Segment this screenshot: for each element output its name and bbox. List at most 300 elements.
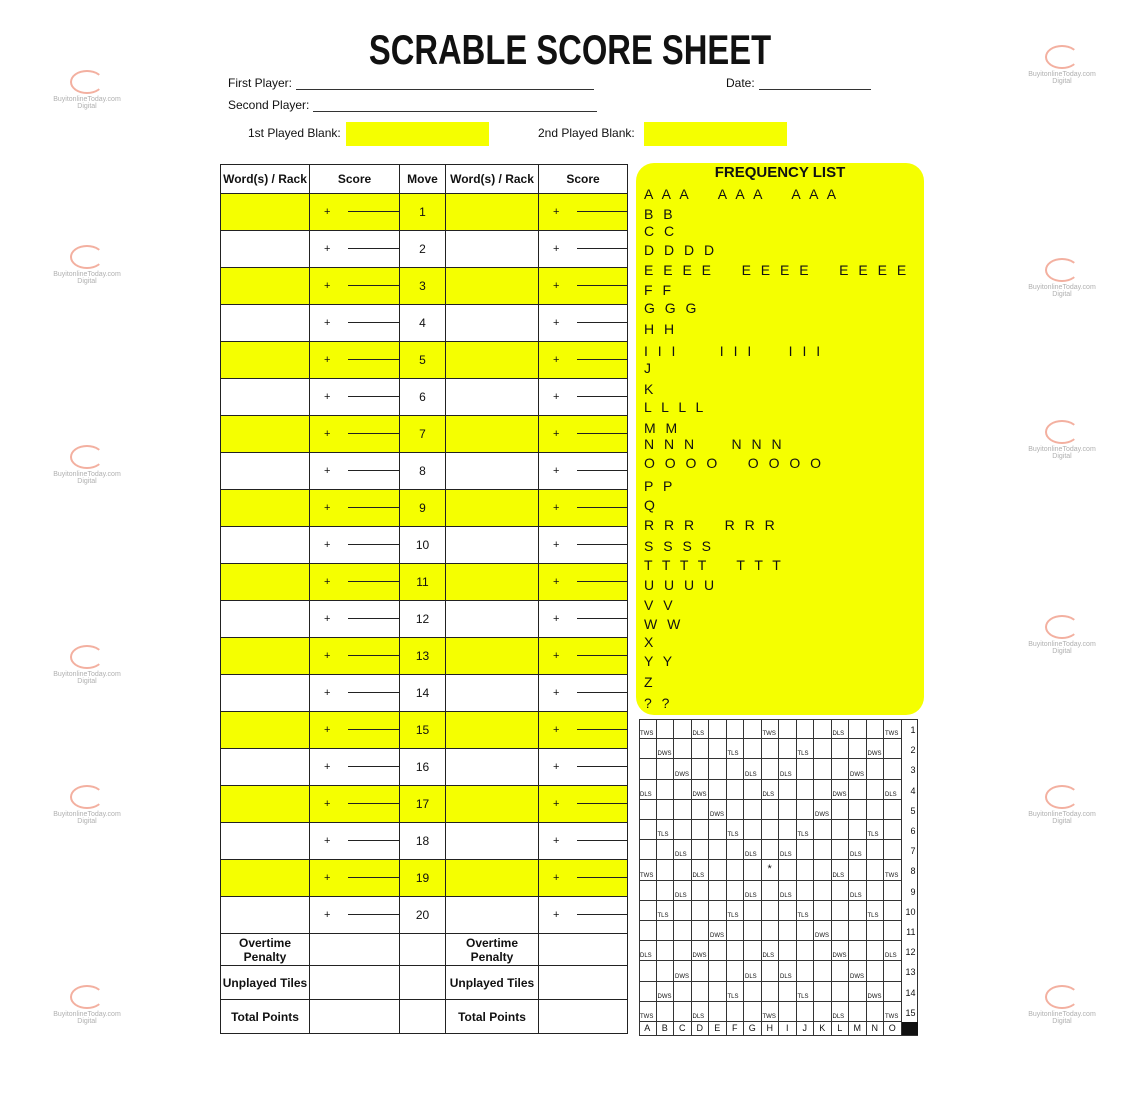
score-cell-1[interactable] bbox=[310, 638, 400, 675]
board-cell[interactable] bbox=[762, 921, 780, 941]
board-cell[interactable] bbox=[709, 881, 727, 901]
board-cell[interactable] bbox=[832, 739, 850, 759]
board-cell[interactable] bbox=[744, 881, 762, 901]
board-cell[interactable] bbox=[744, 719, 762, 739]
board-cell[interactable] bbox=[762, 739, 780, 759]
board-cell[interactable] bbox=[744, 739, 762, 759]
board-cell[interactable] bbox=[657, 739, 675, 759]
board-cell[interactable] bbox=[657, 759, 675, 779]
board-cell[interactable] bbox=[797, 759, 815, 779]
word-rack-cell-2[interactable] bbox=[446, 601, 539, 638]
board-cell[interactable] bbox=[674, 982, 692, 1002]
board-cell[interactable] bbox=[657, 820, 675, 840]
board-cell[interactable] bbox=[692, 860, 710, 880]
board-cell[interactable] bbox=[867, 860, 885, 880]
board-cell[interactable] bbox=[867, 780, 885, 800]
board-cell[interactable] bbox=[797, 982, 815, 1002]
board-cell[interactable] bbox=[674, 961, 692, 981]
board-cell[interactable] bbox=[779, 881, 797, 901]
score-cell-1[interactable] bbox=[310, 231, 400, 268]
board-cell[interactable] bbox=[657, 1002, 675, 1022]
board-cell[interactable] bbox=[849, 860, 867, 880]
board-cell[interactable] bbox=[657, 800, 675, 820]
score-cell-1[interactable] bbox=[310, 194, 400, 231]
board-cell[interactable] bbox=[814, 739, 832, 759]
board-cell[interactable] bbox=[762, 1002, 780, 1022]
board-cell[interactable] bbox=[657, 941, 675, 961]
word-rack-cell-2[interactable] bbox=[446, 379, 539, 416]
board-cell[interactable] bbox=[639, 982, 657, 1002]
board-cell[interactable] bbox=[779, 1002, 797, 1022]
board-cell[interactable] bbox=[779, 901, 797, 921]
score-cell-1[interactable] bbox=[310, 897, 400, 934]
board-cell[interactable] bbox=[832, 881, 850, 901]
score-cell-2[interactable] bbox=[539, 453, 628, 490]
board-cell[interactable] bbox=[849, 759, 867, 779]
word-rack-cell-2[interactable] bbox=[446, 638, 539, 675]
score-cell-1[interactable] bbox=[310, 490, 400, 527]
board-cell[interactable] bbox=[639, 921, 657, 941]
date-line[interactable] bbox=[759, 77, 871, 90]
board-cell[interactable] bbox=[744, 820, 762, 840]
board-cell[interactable] bbox=[709, 921, 727, 941]
score-cell-2[interactable] bbox=[539, 342, 628, 379]
board-cell[interactable] bbox=[639, 780, 657, 800]
score-cell-1[interactable] bbox=[310, 527, 400, 564]
score-cell-2[interactable] bbox=[539, 564, 628, 601]
word-rack-cell-2[interactable] bbox=[446, 342, 539, 379]
word-rack-cell-2[interactable] bbox=[446, 786, 539, 823]
board-cell[interactable] bbox=[639, 759, 657, 779]
score-cell-1[interactable] bbox=[310, 749, 400, 786]
score-cell-1[interactable] bbox=[310, 564, 400, 601]
board-cell[interactable] bbox=[779, 840, 797, 860]
board-cell[interactable] bbox=[639, 860, 657, 880]
board-cell[interactable] bbox=[674, 921, 692, 941]
board-cell[interactable] bbox=[779, 719, 797, 739]
board-cell[interactable] bbox=[762, 961, 780, 981]
score-cell-2[interactable] bbox=[539, 527, 628, 564]
score-cell-1[interactable] bbox=[310, 675, 400, 712]
word-rack-cell-1[interactable] bbox=[221, 712, 310, 749]
board-cell[interactable] bbox=[744, 1002, 762, 1022]
board-cell[interactable] bbox=[867, 719, 885, 739]
board-cell[interactable] bbox=[709, 759, 727, 779]
overtime-cell-1[interactable] bbox=[310, 934, 400, 966]
board-cell[interactable] bbox=[709, 820, 727, 840]
board-cell[interactable] bbox=[727, 739, 745, 759]
board-cell[interactable] bbox=[692, 780, 710, 800]
score-cell-1[interactable] bbox=[310, 453, 400, 490]
board-cell[interactable] bbox=[692, 840, 710, 860]
board-cell[interactable] bbox=[867, 881, 885, 901]
board-cell[interactable] bbox=[832, 1002, 850, 1022]
board-cell[interactable] bbox=[762, 840, 780, 860]
board-cell[interactable] bbox=[744, 982, 762, 1002]
board-cell[interactable] bbox=[744, 961, 762, 981]
word-rack-cell-1[interactable] bbox=[221, 601, 310, 638]
word-rack-cell-1[interactable] bbox=[221, 305, 310, 342]
score-cell-2[interactable] bbox=[539, 897, 628, 934]
board-cell[interactable] bbox=[744, 901, 762, 921]
board-cell[interactable] bbox=[692, 901, 710, 921]
board-cell[interactable] bbox=[639, 881, 657, 901]
total-cell-2[interactable] bbox=[539, 1000, 628, 1034]
board-cell[interactable] bbox=[849, 780, 867, 800]
board-cell[interactable] bbox=[779, 860, 797, 880]
board-cell[interactable] bbox=[884, 1002, 902, 1022]
board-cell[interactable] bbox=[709, 961, 727, 981]
board-cell[interactable] bbox=[692, 739, 710, 759]
score-cell-1[interactable] bbox=[310, 379, 400, 416]
board-cell[interactable] bbox=[832, 901, 850, 921]
board-cell[interactable] bbox=[709, 1002, 727, 1022]
board-cell[interactable] bbox=[639, 800, 657, 820]
board-cell[interactable] bbox=[727, 1002, 745, 1022]
board-cell[interactable] bbox=[744, 860, 762, 880]
board-cell[interactable] bbox=[849, 739, 867, 759]
board-cell[interactable] bbox=[884, 820, 902, 840]
score-cell-2[interactable] bbox=[539, 194, 628, 231]
word-rack-cell-2[interactable] bbox=[446, 194, 539, 231]
board-cell[interactable] bbox=[639, 820, 657, 840]
first-player-line[interactable] bbox=[296, 77, 594, 90]
word-rack-cell-1[interactable] bbox=[221, 564, 310, 601]
board-cell[interactable] bbox=[639, 961, 657, 981]
board-cell[interactable] bbox=[832, 860, 850, 880]
board-cell[interactable] bbox=[657, 719, 675, 739]
word-rack-cell-2[interactable] bbox=[446, 564, 539, 601]
board-cell[interactable] bbox=[832, 820, 850, 840]
board-cell[interactable] bbox=[814, 941, 832, 961]
board-cell[interactable] bbox=[884, 881, 902, 901]
board-cell[interactable] bbox=[657, 982, 675, 1002]
score-cell-1[interactable] bbox=[310, 342, 400, 379]
board-cell[interactable] bbox=[797, 820, 815, 840]
board-cell[interactable] bbox=[692, 921, 710, 941]
score-cell-1[interactable] bbox=[310, 305, 400, 342]
board-cell[interactable] bbox=[692, 941, 710, 961]
word-rack-cell-2[interactable] bbox=[446, 231, 539, 268]
board-cell[interactable] bbox=[884, 941, 902, 961]
board-cell[interactable] bbox=[884, 901, 902, 921]
board-cell[interactable] bbox=[674, 901, 692, 921]
board-cell[interactable] bbox=[674, 860, 692, 880]
board-cell[interactable] bbox=[657, 860, 675, 880]
board-cell[interactable] bbox=[657, 961, 675, 981]
board-cell[interactable] bbox=[639, 840, 657, 860]
board-cell[interactable] bbox=[849, 881, 867, 901]
board-cell[interactable] bbox=[779, 961, 797, 981]
score-cell-1[interactable] bbox=[310, 823, 400, 860]
board-cell[interactable] bbox=[849, 901, 867, 921]
word-rack-cell-2[interactable] bbox=[446, 860, 539, 897]
word-rack-cell-1[interactable] bbox=[221, 490, 310, 527]
board-cell[interactable] bbox=[867, 921, 885, 941]
board-cell[interactable] bbox=[762, 759, 780, 779]
board-cell[interactable] bbox=[762, 901, 780, 921]
word-rack-cell-1[interactable] bbox=[221, 860, 310, 897]
score-cell-1[interactable] bbox=[310, 860, 400, 897]
board-cell[interactable] bbox=[779, 921, 797, 941]
board-cell[interactable] bbox=[639, 719, 657, 739]
board-cell[interactable] bbox=[779, 820, 797, 840]
score-cell-2[interactable] bbox=[539, 268, 628, 305]
board-cell[interactable] bbox=[762, 719, 780, 739]
word-rack-cell-1[interactable] bbox=[221, 786, 310, 823]
board-cell[interactable] bbox=[709, 982, 727, 1002]
board-cell[interactable] bbox=[867, 901, 885, 921]
board-cell[interactable] bbox=[744, 941, 762, 961]
board-cell[interactable] bbox=[849, 941, 867, 961]
board-cell[interactable] bbox=[727, 780, 745, 800]
board-cell[interactable] bbox=[814, 719, 832, 739]
word-rack-cell-2[interactable] bbox=[446, 453, 539, 490]
board-cell[interactable] bbox=[762, 780, 780, 800]
word-rack-cell-2[interactable] bbox=[446, 749, 539, 786]
board-cell[interactable] bbox=[814, 901, 832, 921]
board-cell[interactable] bbox=[674, 881, 692, 901]
board-cell[interactable] bbox=[849, 982, 867, 1002]
board-cell[interactable] bbox=[797, 921, 815, 941]
board-cell[interactable] bbox=[639, 1002, 657, 1022]
word-rack-cell-1[interactable] bbox=[221, 416, 310, 453]
board-cell[interactable] bbox=[797, 719, 815, 739]
word-rack-cell-1[interactable] bbox=[221, 342, 310, 379]
board-cell[interactable] bbox=[709, 860, 727, 880]
board-cell[interactable] bbox=[709, 901, 727, 921]
second-player-line[interactable] bbox=[313, 99, 597, 112]
board-cell[interactable] bbox=[779, 780, 797, 800]
board-cell[interactable] bbox=[814, 881, 832, 901]
board-cell[interactable] bbox=[849, 840, 867, 860]
board-cell[interactable] bbox=[797, 881, 815, 901]
board-cell[interactable] bbox=[657, 780, 675, 800]
score-cell-2[interactable] bbox=[539, 860, 628, 897]
board-cell[interactable] bbox=[832, 800, 850, 820]
board-cell[interactable] bbox=[692, 982, 710, 1002]
board-cell[interactable] bbox=[674, 739, 692, 759]
word-rack-cell-1[interactable] bbox=[221, 194, 310, 231]
score-cell-1[interactable] bbox=[310, 712, 400, 749]
board-cell[interactable] bbox=[832, 759, 850, 779]
board-cell[interactable] bbox=[797, 961, 815, 981]
board-cell[interactable] bbox=[727, 881, 745, 901]
board-cell[interactable] bbox=[727, 921, 745, 941]
board-cell[interactable] bbox=[674, 800, 692, 820]
board-cell[interactable] bbox=[674, 820, 692, 840]
board-cell[interactable] bbox=[849, 820, 867, 840]
word-rack-cell-1[interactable] bbox=[221, 453, 310, 490]
board-cell[interactable] bbox=[867, 941, 885, 961]
board-cell[interactable] bbox=[727, 820, 745, 840]
board-cell[interactable] bbox=[797, 800, 815, 820]
board-cell[interactable] bbox=[884, 860, 902, 880]
board-cell[interactable] bbox=[832, 840, 850, 860]
board-cell[interactable] bbox=[657, 840, 675, 860]
word-rack-cell-2[interactable] bbox=[446, 268, 539, 305]
word-rack-cell-2[interactable] bbox=[446, 527, 539, 564]
word-rack-cell-1[interactable] bbox=[221, 379, 310, 416]
board-cell[interactable] bbox=[639, 941, 657, 961]
score-cell-2[interactable] bbox=[539, 638, 628, 675]
board-cell[interactable] bbox=[849, 961, 867, 981]
board-cell[interactable] bbox=[814, 961, 832, 981]
board-cell[interactable] bbox=[884, 840, 902, 860]
word-rack-cell-1[interactable] bbox=[221, 527, 310, 564]
board-cell[interactable] bbox=[727, 860, 745, 880]
board-cell[interactable] bbox=[674, 840, 692, 860]
board-cell[interactable] bbox=[709, 780, 727, 800]
board-cell[interactable] bbox=[692, 1002, 710, 1022]
board-cell[interactable] bbox=[867, 961, 885, 981]
board-cell[interactable] bbox=[832, 941, 850, 961]
board-cell[interactable] bbox=[884, 800, 902, 820]
board-cell[interactable] bbox=[867, 982, 885, 1002]
board-cell[interactable] bbox=[867, 800, 885, 820]
board-cell[interactable] bbox=[657, 921, 675, 941]
score-cell-2[interactable] bbox=[539, 675, 628, 712]
score-cell-2[interactable] bbox=[539, 416, 628, 453]
overtime-cell-2[interactable] bbox=[539, 934, 628, 966]
board-cell[interactable] bbox=[814, 982, 832, 1002]
board-cell[interactable] bbox=[762, 982, 780, 1002]
score-cell-2[interactable] bbox=[539, 231, 628, 268]
board-cell[interactable] bbox=[814, 780, 832, 800]
board-cell[interactable] bbox=[849, 800, 867, 820]
word-rack-cell-1[interactable] bbox=[221, 675, 310, 712]
board-cell[interactable] bbox=[674, 780, 692, 800]
word-rack-cell-2[interactable] bbox=[446, 712, 539, 749]
board-cell[interactable] bbox=[692, 719, 710, 739]
board-cell[interactable] bbox=[797, 840, 815, 860]
board-cell[interactable] bbox=[849, 719, 867, 739]
board-cell[interactable] bbox=[727, 901, 745, 921]
board-cell[interactable] bbox=[762, 881, 780, 901]
board-cell[interactable] bbox=[779, 739, 797, 759]
board-cell[interactable] bbox=[692, 961, 710, 981]
board-cell[interactable] bbox=[797, 901, 815, 921]
board-cell[interactable] bbox=[832, 780, 850, 800]
board-cell[interactable] bbox=[639, 739, 657, 759]
board-cell[interactable] bbox=[709, 739, 727, 759]
board-cell[interactable] bbox=[709, 840, 727, 860]
board-cell[interactable] bbox=[884, 759, 902, 779]
score-cell-2[interactable] bbox=[539, 823, 628, 860]
board-cell[interactable] bbox=[779, 941, 797, 961]
blank1-box[interactable] bbox=[346, 122, 489, 146]
board-cell[interactable] bbox=[727, 941, 745, 961]
board-cell[interactable] bbox=[727, 759, 745, 779]
board-cell[interactable] bbox=[744, 800, 762, 820]
board-cell[interactable] bbox=[814, 759, 832, 779]
board-cell[interactable] bbox=[674, 759, 692, 779]
score-cell-2[interactable] bbox=[539, 305, 628, 342]
board-cell[interactable] bbox=[832, 921, 850, 941]
board-cell[interactable] bbox=[884, 739, 902, 759]
board-cell[interactable] bbox=[709, 719, 727, 739]
board-cell[interactable] bbox=[849, 921, 867, 941]
board-cell[interactable] bbox=[832, 982, 850, 1002]
board-cell[interactable] bbox=[727, 800, 745, 820]
board-cell[interactable] bbox=[727, 982, 745, 1002]
board-cell[interactable] bbox=[884, 780, 902, 800]
board-cell[interactable] bbox=[814, 840, 832, 860]
board-cell[interactable] bbox=[849, 1002, 867, 1022]
board-cell[interactable] bbox=[744, 840, 762, 860]
word-rack-cell-1[interactable] bbox=[221, 749, 310, 786]
board-cell[interactable] bbox=[762, 800, 780, 820]
board-cell[interactable] bbox=[884, 921, 902, 941]
board-cell[interactable] bbox=[797, 739, 815, 759]
board-cell[interactable] bbox=[867, 1002, 885, 1022]
board-cell[interactable] bbox=[692, 881, 710, 901]
word-rack-cell-1[interactable] bbox=[221, 638, 310, 675]
unplayed-cell-1[interactable] bbox=[310, 966, 400, 1000]
board-cell[interactable] bbox=[744, 759, 762, 779]
board-cell[interactable] bbox=[639, 901, 657, 921]
board-cell[interactable] bbox=[867, 759, 885, 779]
board-cell[interactable] bbox=[867, 840, 885, 860]
board-cell[interactable] bbox=[744, 780, 762, 800]
board-cell[interactable] bbox=[692, 820, 710, 840]
word-rack-cell-2[interactable] bbox=[446, 675, 539, 712]
board-cell[interactable] bbox=[657, 901, 675, 921]
score-cell-2[interactable] bbox=[539, 749, 628, 786]
board-cell[interactable] bbox=[762, 860, 780, 880]
word-rack-cell-1[interactable] bbox=[221, 231, 310, 268]
word-rack-cell-2[interactable] bbox=[446, 416, 539, 453]
board-cell[interactable] bbox=[779, 759, 797, 779]
board-cell[interactable] bbox=[814, 860, 832, 880]
board-cell[interactable] bbox=[832, 961, 850, 981]
board-cell[interactable] bbox=[762, 820, 780, 840]
score-cell-1[interactable] bbox=[310, 268, 400, 305]
score-cell-2[interactable] bbox=[539, 601, 628, 638]
board-cell[interactable] bbox=[727, 961, 745, 981]
word-rack-cell-2[interactable] bbox=[446, 823, 539, 860]
board-cell[interactable] bbox=[692, 759, 710, 779]
board-cell[interactable] bbox=[674, 719, 692, 739]
word-rack-cell-1[interactable] bbox=[221, 897, 310, 934]
total-cell-1[interactable] bbox=[310, 1000, 400, 1034]
score-cell-2[interactable] bbox=[539, 490, 628, 527]
score-cell-2[interactable] bbox=[539, 379, 628, 416]
word-rack-cell-2[interactable] bbox=[446, 490, 539, 527]
board-cell[interactable] bbox=[692, 800, 710, 820]
board-cell[interactable] bbox=[762, 941, 780, 961]
word-rack-cell-1[interactable] bbox=[221, 823, 310, 860]
board-cell[interactable] bbox=[727, 840, 745, 860]
board-cell[interactable] bbox=[727, 719, 745, 739]
board-cell[interactable] bbox=[832, 719, 850, 739]
score-cell-1[interactable] bbox=[310, 786, 400, 823]
unplayed-cell-2[interactable] bbox=[539, 966, 628, 1000]
board-cell[interactable] bbox=[814, 800, 832, 820]
word-rack-cell-1[interactable] bbox=[221, 268, 310, 305]
board-cell[interactable] bbox=[797, 780, 815, 800]
blank2-box[interactable] bbox=[644, 122, 787, 146]
word-rack-cell-2[interactable] bbox=[446, 897, 539, 934]
score-cell-1[interactable] bbox=[310, 416, 400, 453]
board-cell[interactable] bbox=[797, 860, 815, 880]
board-cell[interactable] bbox=[814, 921, 832, 941]
board-cell[interactable] bbox=[674, 1002, 692, 1022]
board-cell[interactable] bbox=[797, 941, 815, 961]
word-rack-cell-2[interactable] bbox=[446, 305, 539, 342]
board-cell[interactable] bbox=[867, 739, 885, 759]
board-cell[interactable] bbox=[744, 921, 762, 941]
